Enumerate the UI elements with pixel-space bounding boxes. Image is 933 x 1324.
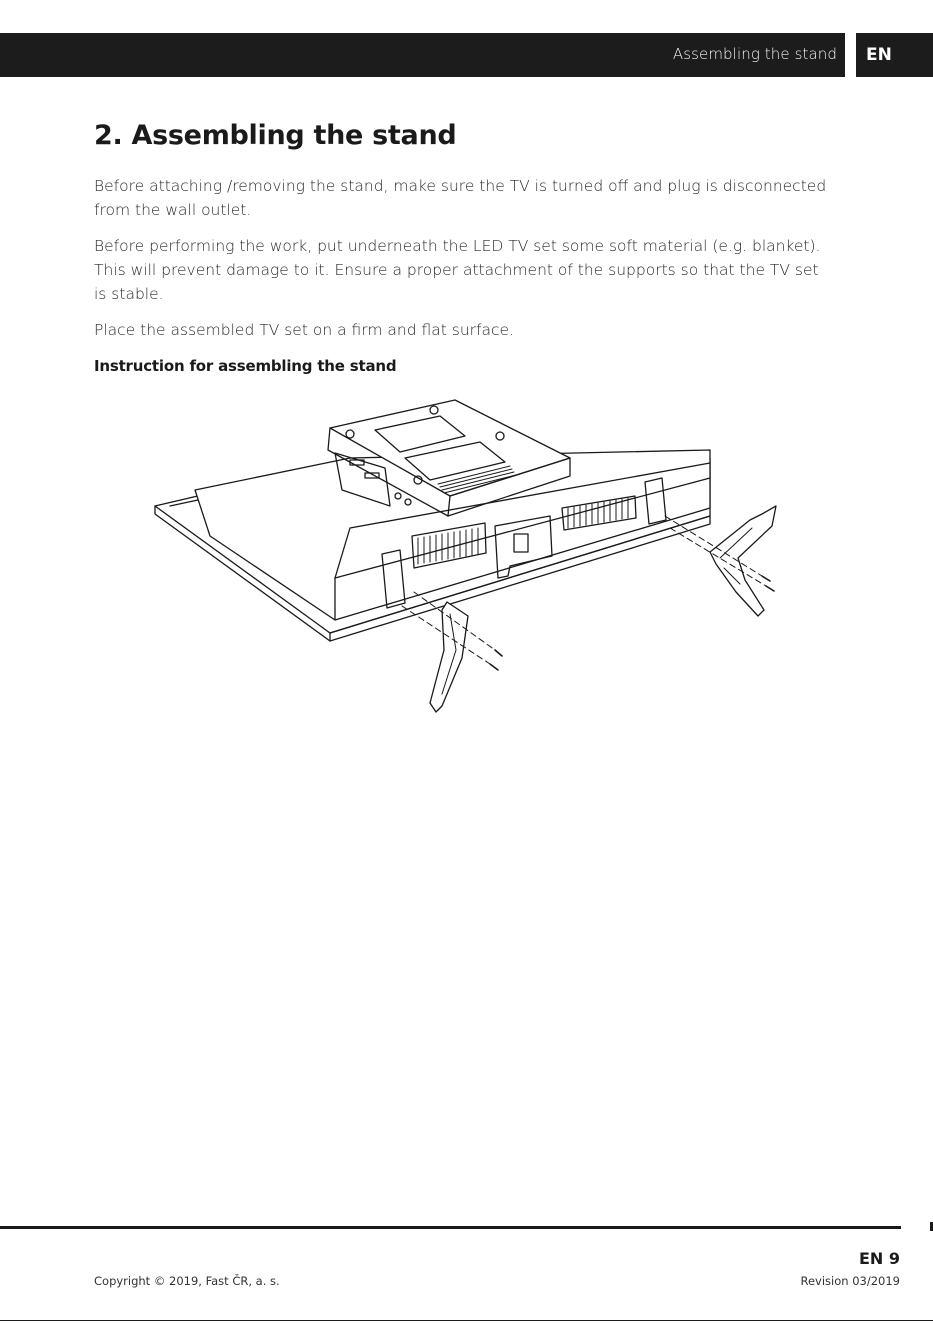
page-number: EN 9 xyxy=(858,1249,900,1268)
header-section-title: Assembling the stand xyxy=(672,45,837,63)
language-label: EN xyxy=(866,45,892,65)
paragraph-power-off: Before attaching /removing the stand, make sure the TV is turned off and plug is disconnected from the wall outlet. xyxy=(94,177,827,219)
header-bar xyxy=(0,33,845,77)
page-title: 2. Assembling the stand xyxy=(94,120,457,151)
footer-bottom-rule xyxy=(0,1320,933,1321)
revision-label: Revision 03/2019 xyxy=(800,1274,900,1288)
paragraph-flat-surface: Place the assembled TV set on a firm and flat surface. xyxy=(94,321,514,339)
section-subheading: Instruction for assembling the stand xyxy=(94,357,397,375)
tv-stand-assembly-illustration xyxy=(150,388,790,718)
stand-leg-left xyxy=(402,592,502,712)
footer-rule xyxy=(0,1226,901,1229)
paragraph-soft-material: Before performing the work, put underneath the LED TV set some soft material (e.g. blanket). This will prevent damage to it. Ensure a proper attachment of the supports so that the TV set is stable. xyxy=(94,237,821,303)
language-tab xyxy=(856,33,933,77)
copyright-notice: Copyright © 2019, Fast ČR, a. s. xyxy=(94,1274,280,1288)
